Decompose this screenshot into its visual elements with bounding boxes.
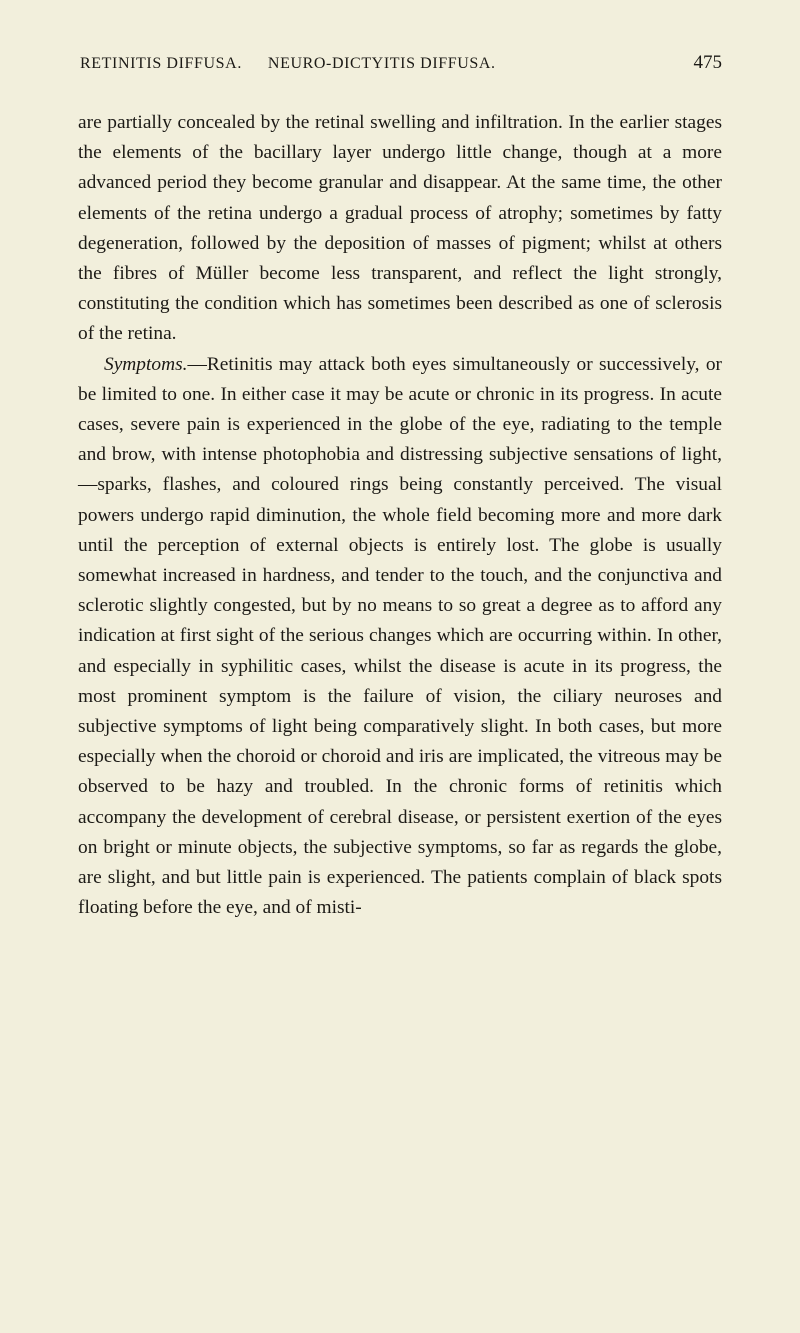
running-head bbox=[78, 52, 722, 74]
page-number: 475 bbox=[693, 52, 722, 73]
paragraph-2-text: Retinitis may attack both eyes simultaneously or successively, or be limited to one. In either case it may be acute or chronic in its progress. In acute cases, severe pain is experienced in the globe of the eye, radiating to the temple and brow, with intense photophobia and distressing subjective sensations of light,—sparks, flashes, and coloured rings being constantly perceived. The visual powers undergo rapid diminution, the whole field becoming more and more dark until the perception of external objects is entirely lost. The globe is usually somewhat increased in hardness, and tender to the touch, and the conjunctiva and sclerotic slightly congested, but by no means to so great a degree as to afford any indication at first sight of the serious changes which are occurring within. In other, and especially in syphilitic cases, whilst the disease is acute in its progress, the most prominent symptom is the failure of vision, the ciliary neuroses and subjective symptoms of light being comparatively slight. In both cases, but more especially when the choroid or choroid and iris are implicated, the vitreous may be observed to be hazy and troubled. In the chronic forms of retinitis which accompany the development of cerebral disease, or persistent exertion of the eyes on bright or minute objects, the subjective symptoms, so far as regards the globe, are slight, and but little pain is experienced. The patients complain of black spots floating before the eye, and of misti- bbox=[78, 353, 722, 919]
paragraph-2 bbox=[78, 350, 722, 924]
running-head-right: NEURO-DICTYITIS DIFFUSA. bbox=[267, 55, 496, 72]
running-head-left: RETINITIS DIFFUSA. bbox=[80, 55, 242, 72]
symptoms-dash: — bbox=[187, 353, 207, 375]
body-text bbox=[78, 108, 722, 923]
symptoms-heading: Symptoms. bbox=[104, 353, 188, 375]
paragraph-1: are partially concealed by the retinal swelling and infiltration. In the earlier stages the elements of the bacillary layer undergo little change, though at a more advanced period they become granular and disappear. At the same time, the other elements of the retina undergo a gradual process of atrophy; sometimes by fatty degeneration, followed by the deposition of masses of pigment; whilst at others the fibres of Müller become less transparent, and reflect the light strongly, constituting the condition which has sometimes been described as one of sclerosis of the retina. bbox=[78, 112, 722, 345]
